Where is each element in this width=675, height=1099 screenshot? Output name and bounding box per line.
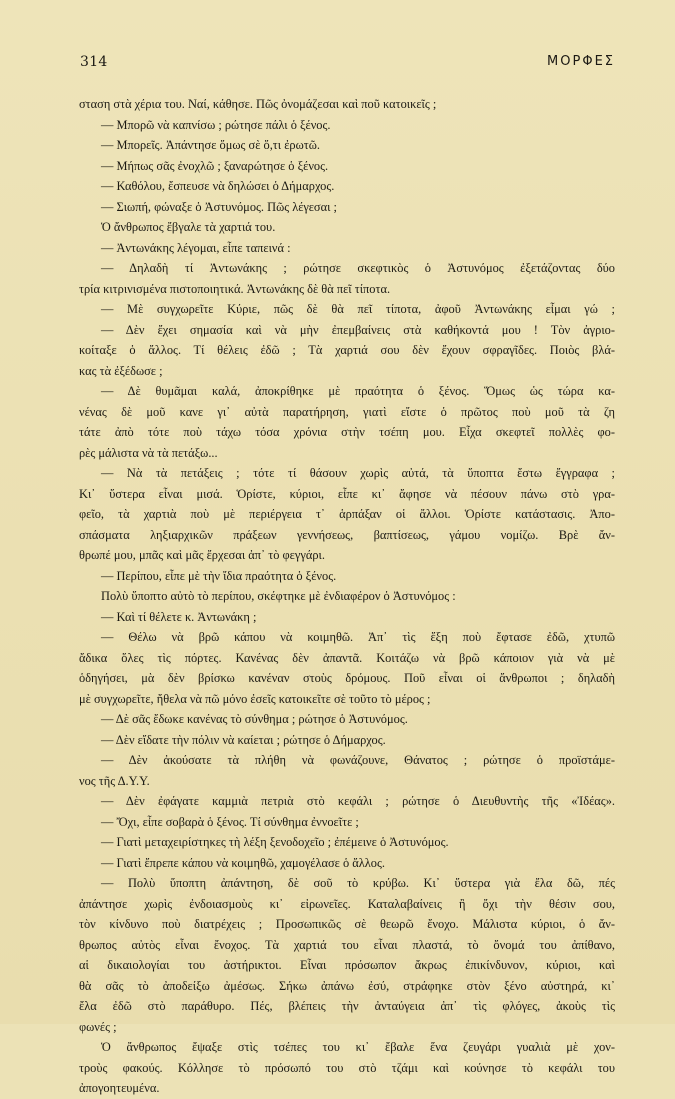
- text-line: ρὲς μάλιστα νὰ τὰ πετάξω...: [79, 445, 218, 460]
- text-line: — Νὰ τὰ πετάξεις ; τότε τί θάσουν χωρὶς αὐτά, τὰ ὕποπτα ἔστω ἔγγραφα ;: [101, 466, 615, 480]
- text-line: — Μὲ συγχωρεῖτε Κύριε, πῶς δὲ θὰ πεῖ τίποτα, ἀφοῦ Ἀντωνάκης εἶμαι γώ ;: [101, 302, 615, 316]
- text-line: νένας δὲ μοῦ κανε γι᾽ αὐτὰ παρατήρηση, γιατὶ εἴστε ὁ πρῶτος ποὺ μοῦ τὰ ζη: [79, 404, 615, 419]
- text-line: κοίταξε ὁ ἄλλος. Τί θέλεις ἐδῶ ; Τὰ χαρτιά σου δὲν ἔχουν σφραγῖδες. Ποιὸς βλά-: [79, 343, 615, 357]
- text-line: — Δὲν ἔχει σημασία καὶ νὰ μὴν ἐπεμβαίνεις στὰ καθήκοντά μου ! Τὸν ἀγριο-: [101, 322, 615, 337]
- text-line: τρία κιτρινισμένα πιστοποιητικά. Ἀντωνάκης δὲ θὰ πεῖ τίποτα.: [79, 281, 391, 296]
- text-line: — Ἀντωνάκης λέγομαι, εἶπε ταπεινά :: [101, 240, 291, 255]
- running-head: ΜΟΡΦΕΣ: [547, 54, 615, 69]
- text-line: — Περίπου, εἶπε μὲ τὴν ἴδια πραότητα ὁ ξένος.: [101, 568, 337, 583]
- text-line: — Μήπως σᾶς ἐνοχλῶ ; ξαναρώτησε ὁ ξένος.: [101, 158, 329, 173]
- text-line: ἀπογοητευμένα.: [79, 1081, 160, 1095]
- text-line: — Δὲ σᾶς ἔδωκε κανένας τὸ σύνθημα ; ρώτησε ὁ Ἀστυνόμος.: [101, 712, 408, 726]
- text-line: θρωπέ μου, μπᾶς καὶ μᾶς ἔρχεσαι ἀπ᾽ τὸ φεγγάρι.: [79, 548, 325, 562]
- page-number: 314: [80, 54, 108, 70]
- text-line: Κι᾽ ὕστερα εἶναι μισά. Ὁρίστε, κύριοι, εἶπε κι᾽ ἄφησε νὰ πέσουν πάνω στὸ γρα-: [79, 486, 615, 501]
- text-line: Ὁ ἄνθρωπος ἔψαξε στὶς τσέπες του κι᾽ ἔβαλε ἕνα ζευγάρι γυαλιὰ μὲ χον-: [101, 1040, 615, 1054]
- text-line: — Δηλαδὴ τί Ἀντωνάκης ; ρώτησε σκεφτικὸς ὁ Ἀστυνόμος ἐξετάζοντας δύο: [101, 261, 615, 275]
- text-line: — Δὲν εἴδατε τὴν πόλιν νὰ καίεται ; ρώτησε ὁ Δήμαρχος.: [101, 732, 386, 747]
- text-line: — Μπορεῖς. Ἀπάντησε ὅμως σὲ ὅ,τι ἐρωτῶ.: [101, 138, 320, 152]
- text-line: νος τῆς Δ.Υ.Υ.: [79, 773, 150, 788]
- text-line: ἄδικα ὅλες τὶς πόρτες. Κανένας δὲν ἀπαντᾶ. Κοιτάζω νὰ βρῶ κάποιον γιὰ νὰ μὲ: [79, 650, 615, 665]
- text-line: Ὁ ἄνθρωπος ἔβγαλε τὰ χαρτιά του.: [101, 220, 276, 234]
- body-text: [79, 94, 615, 1099]
- text-line: τὸν κίνδυνο ποὺ διατρέχεις ; Προσωπικῶς σὲ θεωρῶ ἔνοχο. Μάλιστα κύριοι, ὁ ἄν-: [79, 917, 615, 931]
- text-line: — Ὄχι, εἶπε σοβαρὰ ὁ ξένος. Τί σύνθημα ἐννοεῖτε ;: [101, 814, 359, 829]
- text-line: θρωπος αὐτὸς εἶναι ἔνοχος. Τὰ χαρτιά του εἶναι πλαστά, τὸ ὄνομά του ἀπίθανο,: [79, 937, 615, 952]
- text-line: — Καθόλου, ἔσπευσε νὰ δηλώσει ὁ Δήμαρχος.: [101, 179, 335, 193]
- text-line: ὁδηγήσει, μὰ δὲν βρίσκω κανέναν στοὺς δρόμους. Ποῦ εἶναι οἱ ἄνθρωποι ; δηλαδὴ: [79, 671, 615, 685]
- text-line: — Πολὺ ὕποπτη ἀπάντηση, δὲ σοῦ τὸ κρύβω. Κι᾽ ὕστερα γιὰ ἔλα δῶ, πές: [101, 876, 615, 890]
- text-line: θὰ σᾶς τὸ ἀποδείξω ἀμέσως. Σήκω ἀπάνω ἐσύ, στράφηκε στὸν ξένο αὐστηρά, κι᾽: [79, 978, 615, 993]
- text-line: — Γιατὶ μεταχειρίστηκες τὴ λέξη ξενοδοχεῖο ; ἐπέμεινε ὁ Ἀστυνόμος.: [101, 835, 449, 849]
- text-line: — Γιατὶ ἔπρεπε κάπου νὰ κοιμηθῶ, χαμογέλασε ὁ ἄλλος.: [101, 855, 385, 870]
- text-line: μὲ συγχωρεῖτε, ἤθελα νὰ πῶ μόνο ἐσεῖς κατοικεῖτε σὲ τοῦτο τὸ μέρος ;: [79, 691, 431, 706]
- text-line: — Μπορῶ νὰ καπνίσω ; ρώτησε πάλι ὁ ξένος.: [101, 117, 331, 132]
- text-line: — Σιωπή, φώναξε ὁ Ἀστυνόμος. Πῶς λέγεσαι ;: [101, 199, 337, 214]
- text-line: — Δὲν ἐφάγατε καμμιὰ πετριὰ στὸ κεφάλι ; ρώτησε ὁ Διευθυντὴς τῆς «Ἰδέας».: [101, 794, 615, 808]
- text-line: σπάσματα ληξιαρχικῶν πράξεων γεννήσεως, βαπτίσεως, γάμου νομίζω. Βρὲ ἄν-: [79, 527, 615, 542]
- text-line: Πολὺ ὕποπτο αὐτὸ τὸ περίπου, σκέφτηκε μὲ ἐνδιαφέρον ὁ Ἀστυνόμος :: [101, 589, 456, 603]
- text-line: φεῖο, τὰ χαρτιὰ ποὺ μὲ περιέργεια τ᾽ ἁρπάξαν οἱ ἄλλοι. Ὁρίστε κατάστασις. Ἀπο-: [79, 507, 615, 521]
- text-line: κας τὰ ἐξέδωσε ;: [79, 363, 163, 378]
- text-line: — Θέλω νὰ βρῶ κάπου νὰ κοιμηθῶ. Ἀπ᾽ τὶς ἕξη ποὺ ἔφτασε ἐδῶ, χτυπῶ: [101, 630, 615, 644]
- text-line: — Δὲν ἀκούσατε τὰ πλήθη νὰ φωνάζουνε, Θάνατος ; ρώτησε ὁ προϊστάμε-: [101, 753, 615, 767]
- text-line: ἀπάντησε χωρὶς ἐνδοιασμοὺς κι᾽ εἰρωνεῖες. Καταλαβαίνεις ἢ ὄχι τὴν θέσιν σου,: [79, 896, 615, 911]
- text-line: — Δὲ θυμᾶμαι καλά, ἀποκρίθηκε μὲ πραότητα ὁ ξένος. Ὅμως ὡς τώρα κα-: [101, 384, 615, 398]
- text-line: αἱ δικαιολογίαι του ἀστήρικτοι. Εἶναι πρόσωπον ἄκρως ἐπικίνδυνον, κύριοι, καὶ: [79, 958, 615, 972]
- text-line: σταση στὰ χέρια του. Ναί, κάθησε. Πῶς ὀνομάζεσαι καὶ ποῦ κατοικεῖς ;: [79, 97, 437, 111]
- text-line: — Καὶ τί θέλετε κ. Ἀντωνάκη ;: [101, 609, 257, 624]
- text-line: φωνές ;: [79, 1019, 117, 1034]
- text-line: ἔλα ἐδῶ στὸ παράθυρο. Πές, βλέπεις τὴν ἀνταύγεια ἀπ᾽ τὶς φλόγες, ἀκοὺς τὶς: [79, 999, 615, 1013]
- text-line: τάτε ἀπὸ τότε ποὺ τάχω τόσα χρόνια στὴν τσέπη μου. Εἶχα σκεφτεῖ πολλὲς φο-: [79, 425, 615, 439]
- page-header: [80, 54, 615, 76]
- text-line: τροὺς φακούς. Κόλλησε τὸ πρόσωπό του στὸ τζάμι καὶ κούνησε τὸ κεφάλι του: [79, 1060, 615, 1075]
